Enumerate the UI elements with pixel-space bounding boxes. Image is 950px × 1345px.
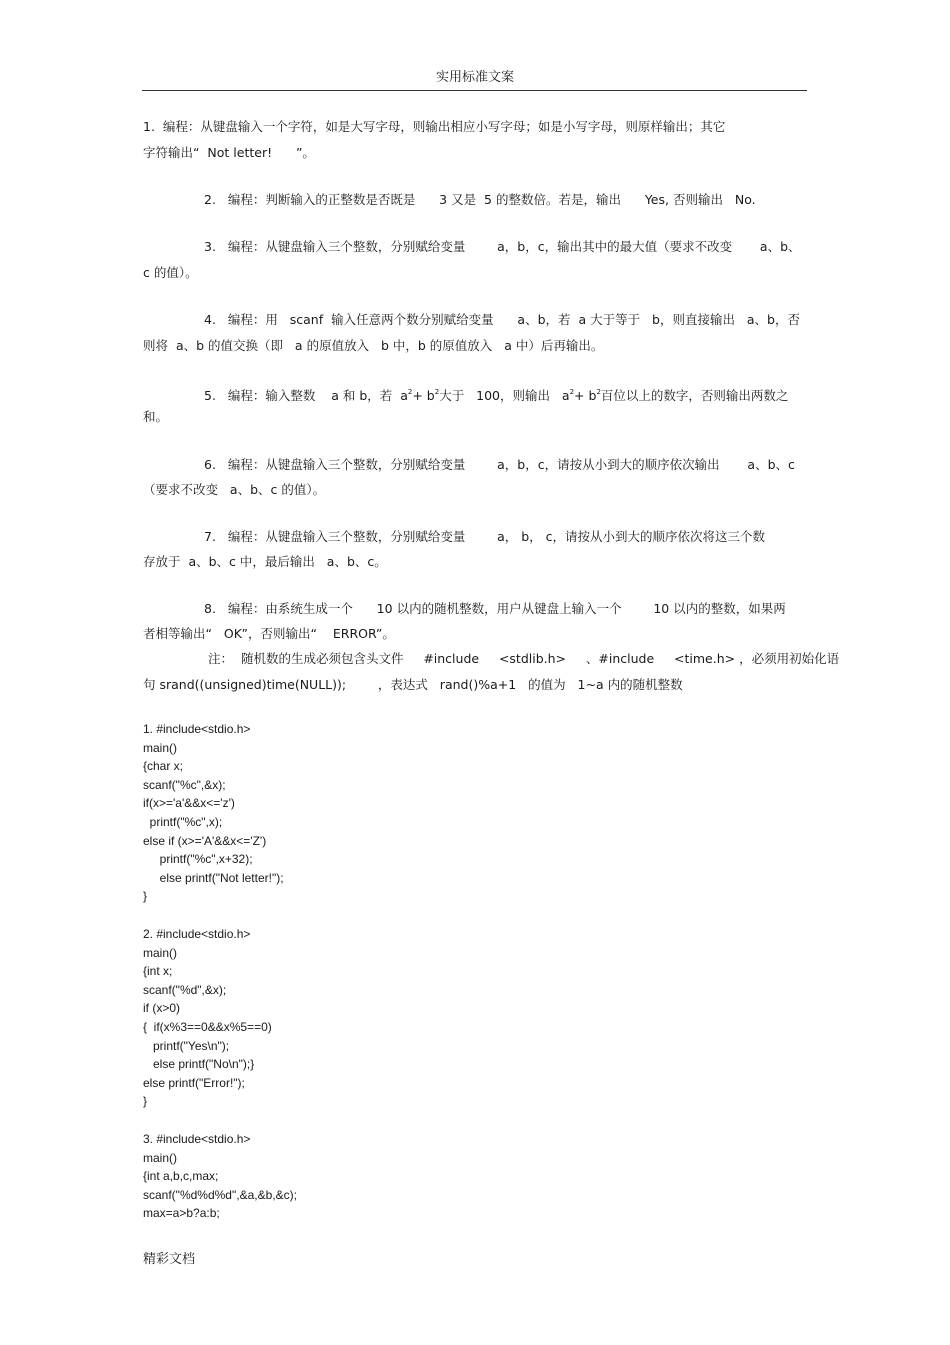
problem-4-line-1: 4. 编程：用 scanf 输入任意两个数分别赋给变量 a、b，若 a 大于等于 b，则直接输出 a、b，否 bbox=[204, 312, 800, 327]
superscript: 2 bbox=[596, 388, 601, 396]
problem-5-text-c: 大于 100，则输出 a bbox=[439, 388, 570, 403]
code-line: else if (x>='A'&&x<='Z') bbox=[143, 833, 267, 848]
problem-6-line-2: （要求不改变 a、b、c 的值）。 bbox=[143, 482, 326, 497]
superscript: 2 bbox=[434, 388, 440, 396]
superscript: 2 bbox=[407, 388, 413, 396]
code-line: if (x>0) bbox=[143, 1001, 181, 1016]
problem-5-text-b: + b bbox=[412, 388, 435, 403]
problem-5-text-e: 百位以上的数字，否则输出两数之 bbox=[600, 388, 789, 403]
problem-5-line-1 bbox=[204, 384, 788, 404]
code-line: else printf("Error!"); bbox=[143, 1075, 245, 1090]
problem-5-text-a: 5. 编程：输入整数 a 和 b，若 a bbox=[204, 388, 408, 403]
note-line-2: 句 srand((unsigned)time(NULL)); ，表达式 rand()%a+1 的值为 1~a 内的随机整数 bbox=[143, 677, 683, 692]
code-line: printf("%c",x+32); bbox=[143, 852, 253, 867]
code-line: } bbox=[143, 1094, 148, 1109]
code-line: {char x; bbox=[143, 759, 184, 774]
problem-2: 2. 编程：判断输入的正整数是否既是 3 又是 5 的整数倍。若是，输出 Yes, 否则输出 No. bbox=[204, 192, 756, 207]
problem-3-line-2: c 的值）。 bbox=[143, 265, 198, 280]
problem-5-line-2: 和。 bbox=[143, 409, 169, 424]
problem-3-line-1: 3. 编程：从键盘输入三个整数，分别赋给变量 a，b，c，输出其中的最大值（要求不改变 a、b、 bbox=[204, 239, 801, 254]
code-line: main() bbox=[143, 945, 178, 960]
problem-8-line-1: 8. 编程：由系统生成一个 10 以内的随机整数，用户从键盘上输入一个 10 以内的整数，如果两 bbox=[204, 601, 786, 616]
code-line: {int a,b,c,max; bbox=[143, 1169, 219, 1184]
code-line: } bbox=[143, 889, 148, 904]
problem-7-line-1: 7. 编程：从键盘输入三个整数，分别赋给变量 a， b， c，请按从小到大的顺序依次将这三个数 bbox=[204, 529, 766, 544]
code-line: main() bbox=[143, 740, 178, 755]
page-header: 实用标准文案 bbox=[435, 70, 514, 85]
code-line: scanf("%c",&x); bbox=[143, 777, 226, 792]
problem-5-text-d: + b bbox=[574, 388, 597, 403]
code-line: scanf("%d%d%d",&a,&b,&c); bbox=[143, 1187, 297, 1202]
code-line: 3. #include<stdio.h> bbox=[143, 1132, 251, 1146]
problem-1-line-1: 1. 编程：从键盘输入一个字符，如是大写字母，则输出相应小写字母；如是小写字母，则原样输出；其它 bbox=[143, 119, 726, 134]
code-line: { if(x%3==0&&x%5==0) bbox=[143, 1020, 272, 1034]
note-line-1: 注： 随机数的生成必须包含头文件 #include <stdlib.h> 、#include <time.h> ，必须用初始化语 bbox=[208, 651, 840, 666]
code-line: main() bbox=[143, 1150, 178, 1165]
code-line: if(x>='a'&&x<='z') bbox=[143, 796, 235, 811]
problem-6-line-1: 6. 编程：从键盘输入三个整数，分别赋给变量 a，b，c，请按从小到大的顺序依次输出 a、b、c bbox=[204, 457, 795, 472]
code-line: scanf("%d",&x); bbox=[143, 982, 227, 997]
problem-1-line-2: 字符输出“ Not letter! ”。 bbox=[143, 145, 315, 160]
code-line: printf("%c",x); bbox=[143, 815, 223, 829]
superscript: 2 bbox=[569, 388, 575, 396]
header-rule bbox=[142, 90, 807, 91]
code-line: 2. #include<stdio.h> bbox=[143, 927, 251, 941]
problem-8-line-2: 者相等输出“ OK”，否则输出“ ERROR”。 bbox=[143, 626, 395, 641]
problem-4-line-2: 则将 a、b 的值交换（即 a 的原值放入 b 中，b 的原值放入 a 中）后再输出。 bbox=[143, 338, 604, 353]
code-line: else printf("Not letter!"); bbox=[143, 870, 284, 885]
code-line: {int x; bbox=[143, 964, 173, 979]
problem-7-line-2: 存放于 a、b、c 中，最后输出 a、b、c。 bbox=[143, 554, 387, 569]
code-line: max=a>b?a:b; bbox=[143, 1206, 220, 1221]
code-line: else printf("No\n");} bbox=[143, 1057, 255, 1072]
page-footer: 精彩文档 bbox=[143, 1252, 196, 1267]
code-line: printf("Yes\n"); bbox=[143, 1038, 230, 1053]
code-line: 1. #include<stdio.h> bbox=[143, 722, 251, 736]
